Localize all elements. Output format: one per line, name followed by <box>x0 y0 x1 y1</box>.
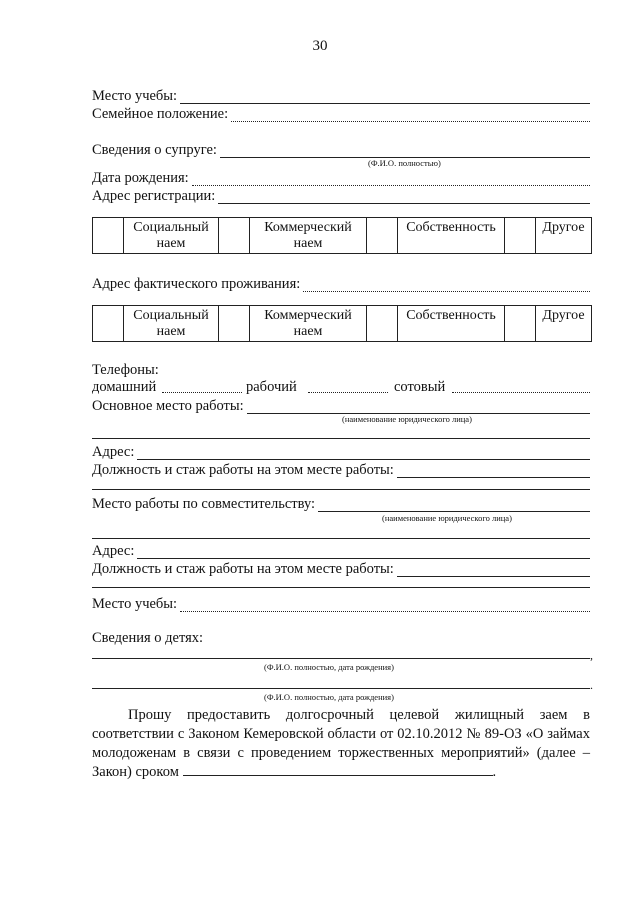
main-work-row <box>92 396 590 414</box>
study-place-label: Место учебы: <box>92 88 178 104</box>
child-line-2-period: . <box>590 678 593 692</box>
phone-work-label: рабочий <box>246 379 297 395</box>
loan-request-text: Прошу предоставить долгосрочный целевой жилищный заем в соответствии с Законом Кемеровской области от 02.10.2012 № 89-ОЗ «О займах молодоженам в связи с проведением торжественных мероприятий» (далее – Закон) сроком <box>92 707 590 780</box>
actual-address-label: Адрес фактического проживания: <box>92 276 301 292</box>
secondary-work-label: Место работы по совместительству: <box>92 496 316 512</box>
address-label-2: Адрес: <box>92 543 135 559</box>
study-place-field[interactable] <box>180 91 590 104</box>
actual-address-field[interactable] <box>303 279 590 292</box>
study-place-field-2[interactable] <box>180 599 590 612</box>
position-experience-extra-line-2[interactable] <box>92 587 590 588</box>
address-label-1: Адрес: <box>92 444 135 460</box>
main-work-extra-line[interactable] <box>92 438 590 439</box>
child-caption-1: (Ф.И.О. полностью, дата рождения) <box>264 662 394 672</box>
housing-checkbox-social-1[interactable] <box>93 218 124 254</box>
main-work-label: Основное место работы: <box>92 398 244 414</box>
secondary-work-extra-line[interactable] <box>92 538 590 539</box>
birth-date-label: Дата рождения: <box>92 170 189 186</box>
position-experience-field-1[interactable] <box>397 465 590 478</box>
study-place-label-2: Место учебы: <box>92 596 178 612</box>
birth-date-row <box>92 168 590 186</box>
loan-request-paragraph <box>92 706 590 782</box>
child-line-1[interactable] <box>92 658 590 659</box>
children-info-row <box>92 628 590 646</box>
position-experience-field-2[interactable] <box>397 564 590 577</box>
housing-checkbox-other-2[interactable] <box>505 306 536 342</box>
spouse-info-row <box>92 140 590 158</box>
main-work-field[interactable] <box>247 401 590 414</box>
housing-type-table-1 <box>92 217 592 254</box>
housing-option-other-1: Другое <box>536 218 592 254</box>
marital-status-field[interactable] <box>231 109 590 122</box>
housing-option-social-1: Социальный наем <box>124 218 219 254</box>
child-caption-2: (Ф.И.О. полностью, дата рождения) <box>264 692 394 702</box>
actual-address-row <box>92 274 590 292</box>
main-work-caption: (наименование юридического лица) <box>342 414 472 424</box>
address-row-2 <box>92 541 590 559</box>
phone-home-label: домашний <box>92 379 157 395</box>
housing-option-commercial-2: Коммерческий наем <box>250 306 367 342</box>
phones-label: Телефоны: <box>92 362 159 378</box>
child-line-1-comma: , <box>590 648 593 662</box>
birth-date-field[interactable] <box>192 173 590 186</box>
study-place-row <box>92 86 590 104</box>
housing-option-ownership-2: Собственность <box>398 306 505 342</box>
secondary-work-caption: (наименование юридического лица) <box>382 513 512 523</box>
housing-option-social-2: Социальный наем <box>124 306 219 342</box>
spouse-info-label: Сведения о супруге: <box>92 142 217 158</box>
child-line-2[interactable] <box>92 688 590 689</box>
housing-checkbox-other-1[interactable] <box>505 218 536 254</box>
children-info-label: Сведения о детях: <box>92 630 204 646</box>
secondary-work-row <box>92 494 590 512</box>
registration-address-label: Адрес регистрации: <box>92 188 216 204</box>
study-place-row-2 <box>92 594 590 612</box>
phone-mobile-field[interactable] <box>452 392 590 393</box>
housing-option-other-2: Другое <box>536 306 592 342</box>
address-field-1[interactable] <box>137 447 590 460</box>
registration-address-row <box>92 186 590 204</box>
position-experience-label-1: Должность и стаж работы на этом месте работы: <box>92 462 394 478</box>
loan-term-field[interactable] <box>183 763 493 776</box>
loan-request-end-mark: . <box>492 764 497 780</box>
phone-home-field[interactable] <box>162 392 242 393</box>
phone-work-field[interactable] <box>308 392 388 393</box>
phones-row <box>92 360 590 378</box>
spouse-info-field[interactable] <box>220 145 590 158</box>
position-experience-row-2 <box>92 559 590 577</box>
secondary-work-field[interactable] <box>318 499 590 512</box>
marital-status-row <box>92 104 590 122</box>
marital-status-label: Семейное положение: <box>92 106 229 122</box>
position-experience-extra-line-1[interactable] <box>92 489 590 490</box>
housing-checkbox-social-2[interactable] <box>93 306 124 342</box>
housing-checkbox-ownership-2[interactable] <box>367 306 398 342</box>
page-number: 30 <box>312 38 328 54</box>
housing-type-table-2 <box>92 305 592 342</box>
address-field-2[interactable] <box>137 546 590 559</box>
spouse-fio-caption: (Ф.И.О. полностью) <box>368 158 441 168</box>
registration-address-field[interactable] <box>218 191 590 204</box>
address-row-1 <box>92 442 590 460</box>
position-experience-row-1 <box>92 460 590 478</box>
housing-checkbox-commercial-2[interactable] <box>219 306 250 342</box>
housing-checkbox-commercial-1[interactable] <box>219 218 250 254</box>
housing-option-commercial-1: Коммерческий наем <box>250 218 367 254</box>
housing-option-ownership-1: Собственность <box>398 218 505 254</box>
phone-numbers-row <box>92 378 590 396</box>
position-experience-label-2: Должность и стаж работы на этом месте работы: <box>92 561 394 577</box>
phone-mobile-label: сотовый <box>394 379 446 395</box>
housing-checkbox-ownership-1[interactable] <box>367 218 398 254</box>
